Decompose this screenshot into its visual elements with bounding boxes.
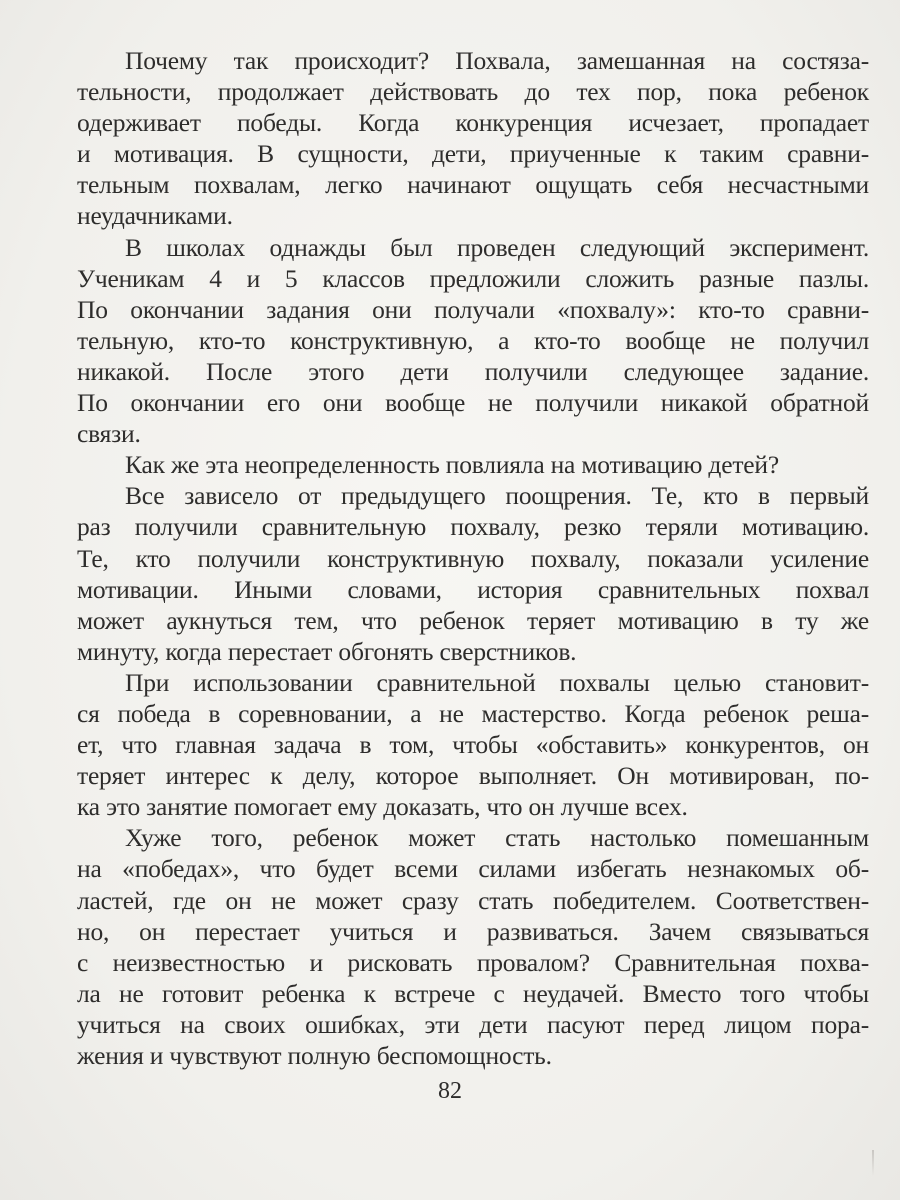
text-line: на «победах», что будет всеми силами избегать незнакомых об- — [77, 854, 869, 884]
text-line: минуту, когда перестает обгонять сверстников. — [77, 636, 577, 666]
text-line: Как же эта неопределенность повлияла на мотивацию детей? — [125, 450, 779, 480]
scan-edge-mark — [872, 1150, 874, 1176]
text-line: В школах однажды был проведен следующий эксперимент. — [125, 232, 869, 262]
page-number: 82 — [438, 1078, 462, 1104]
text-line: с неизвестностью и рисковать провалом? Сравнительная похва- — [77, 947, 869, 977]
paragraph — [77, 667, 869, 822]
paragraph — [77, 480, 869, 667]
text-line: ластей, где он не может сразу стать победителем. Соответствен- — [77, 885, 869, 915]
text-line: может аукнуться тем, что ребенок теряет мотивацию в ту же — [77, 605, 869, 635]
text-line: но, он перестает учиться и развиваться. Зачем связываться — [77, 916, 869, 946]
text-line: Хуже того, ребенок может стать настолько помешанным — [125, 823, 869, 853]
text-line: мотивации. Иными словами, история сравнительных похвал — [77, 574, 869, 604]
text-line: тельности, продолжает действовать до тех пор, пока ребенок — [77, 77, 869, 107]
paragraph — [77, 449, 869, 480]
text-line: По окончании его они вообще не получили никакой обратной — [77, 388, 869, 418]
text-line: При использовании сравнительной похвалы целью становит- — [125, 667, 869, 697]
paragraph — [77, 45, 869, 232]
text-line: никакой. После этого дети получили следующее задание. — [77, 356, 869, 386]
text-line: связи. — [77, 419, 141, 449]
text-line: учиться на своих ошибках, эти дети пасуют перед лицом пора- — [77, 1009, 869, 1039]
text-line: неудачниками. — [77, 201, 233, 231]
paragraph — [77, 822, 869, 1071]
text-line: Те, кто получили конструктивную похвалу, показали усиление — [77, 543, 869, 573]
text-line: ся победа в соревновании, а не мастерство. Когда ребенок реша- — [77, 698, 869, 728]
text-line: ка это занятие помогает ему доказать, что он лучше всех. — [77, 792, 688, 822]
text-line: По окончании задания они получали «похвалу»: кто-то сравни- — [77, 294, 869, 324]
text-line: жения и чувствуют полную беспомощность. — [77, 1041, 552, 1070]
text-line: Ученикам 4 и 5 классов предложили сложить разные пазлы. — [77, 263, 869, 293]
text-line: Почему так происходит? Похвала, замешанная на состяза- — [125, 46, 869, 75]
body-text — [77, 45, 869, 1071]
text-line: Все зависело от предыдущего поощрения. Те, кто в первый — [125, 481, 869, 511]
text-line: и мотивация. В сущности, дети, приученные к таким сравни- — [77, 139, 869, 169]
text-line: одерживает победы. Когда конкуренция исчезает, пропадает — [77, 108, 869, 138]
text-line: ла не готовит ребенка к встрече с неудачей. Вместо того чтобы — [77, 978, 869, 1008]
text-line: раз получили сравнительную похвалу, резко теряли мотивацию. — [77, 512, 869, 542]
text-line: тельную, кто-то конструктивную, а кто-то вообще не получил — [77, 325, 869, 355]
paragraph — [77, 232, 869, 450]
text-line: тельным похвалам, легко начинают ощущать себя несчастными — [77, 170, 869, 200]
text-line: ет, что главная задача в том, чтобы «обставить» конкурентов, он — [77, 730, 869, 760]
text-line: теряет интерес к делу, которое выполняет. Он мотивирован, по- — [77, 761, 869, 791]
